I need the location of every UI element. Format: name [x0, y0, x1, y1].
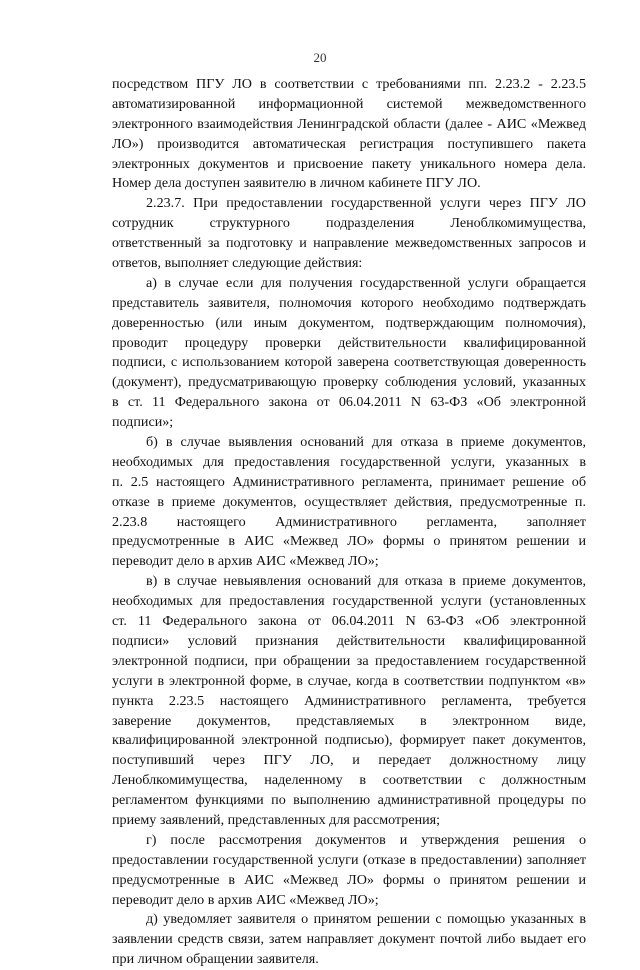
text-line: п. 2.5 настоящего Административного регламента, принимает решение об	[112, 473, 586, 490]
text-line: предусмотренные в АИС «Межвед ЛО» формы о принятом решении и	[112, 871, 586, 888]
paragraph	[112, 194, 586, 274]
text-line: предусмотренные в АИС «Межвед ЛО» формы о принятом решении и	[112, 533, 586, 550]
text-line: поступивший через ПГУ ЛО, и передает должностному лицу	[112, 752, 586, 769]
text-line: б) в случае выявления оснований для отказа в приеме документов,	[146, 434, 586, 451]
text-line: электронных документов и присвоение пакету уникального номера дела.	[112, 155, 586, 172]
paragraph	[112, 831, 586, 911]
page-number: 20	[313, 50, 327, 65]
text-line: заверение документов, представляемых в электронном виде,	[112, 712, 586, 729]
text-line: подписи» условий признания действительности квалифицированной	[112, 632, 586, 649]
paragraph	[112, 75, 586, 194]
text-line: ответственный за подготовку и направление межведомственных запросов и	[112, 235, 586, 252]
text-line: (документ), предусматривающую проверку соблюдения условий, указанных	[112, 374, 586, 391]
paragraph	[112, 572, 586, 831]
text-line: посредством ПГУ ЛО в соответствии с требованиями пп. 2.23.2 - 2.23.5	[112, 76, 586, 92]
text-line: предоставлении государственной услуги (отказе в предоставлении) заполняет	[112, 851, 586, 868]
text-line: регламентом функциями по выполнению административной процедуры по	[112, 792, 586, 809]
paragraph	[112, 433, 586, 572]
text-line: при личном обращении заявителя.	[112, 951, 319, 968]
text-line: подписи, с использованием которой заверена соответствующая доверенность	[112, 354, 586, 371]
text-line: д) уведомляет заявителя о принятом решении с помощью указанных в	[146, 911, 586, 928]
text-line: Леноблкомимущества, наделенному в соответствии с должностным	[112, 772, 586, 789]
document-body	[112, 75, 586, 970]
text-line: сотрудник структурного подразделения Леноблкомимущества,	[112, 215, 586, 232]
text-line: доверенностью (или иным документом, подтверждающим полномочия),	[112, 314, 586, 331]
text-line: электронного взаимодействия Ленинградской области (далее - АИС «Межвед	[112, 115, 586, 132]
text-line: услуги в электронной форме, в случае, когда в соответствии подпунктом «в»	[112, 672, 586, 689]
text-line: представитель заявителя, полномочия которого необходимо подтверждать	[112, 294, 586, 311]
text-line: необходимых для предоставления государственной услуги (установленных	[112, 593, 586, 610]
text-line: отказе в приеме документов, осуществляет действия, предусмотренные п.	[112, 493, 586, 510]
paragraph	[112, 910, 586, 970]
text-line: Номер дела доступен заявителю в личном кабинете ПГУ ЛО.	[112, 175, 481, 192]
text-line: г) после рассмотрения документов и утверждения решения о	[146, 831, 586, 848]
text-line: квалифицированной электронной подписью), формирует пакет документов,	[112, 732, 586, 749]
text-line: ст. 11 Федерального закона от 06.04.2011 N 63-ФЗ «Об электронной	[112, 613, 586, 630]
text-line: пункта 2.23.5 настоящего Административного регламента, требуется	[112, 692, 586, 709]
text-line: переводит дело в архив АИС «Межвед ЛО»;	[112, 553, 379, 570]
text-line: переводит дело в архив АИС «Межвед ЛО»;	[112, 891, 379, 908]
text-line: в ст. 11 Федерального закона от 06.04.2011 N 63-ФЗ «Об электронной	[112, 394, 586, 411]
text-line: проводит процедуру проверки действительности квалифицированной	[112, 334, 586, 351]
text-line: 2.23.7. При предоставлении государственной услуги через ПГУ ЛО	[146, 195, 586, 212]
paragraph	[112, 274, 586, 433]
text-line: ответов, выполняет следующие действия:	[112, 255, 363, 272]
text-line: ЛО») производится автоматическая регистрация поступившего пакета	[112, 135, 586, 152]
text-line: 2.23.8 настоящего Административного регламента, заполняет	[112, 513, 586, 530]
text-line: электронной подписи, при обращении за предоставлением государственной	[112, 652, 586, 669]
text-line: необходимых для предоставления государственной услуги, указанных в	[112, 453, 586, 470]
text-line: а) в случае если для получения государственной услуги обращается	[146, 274, 586, 291]
text-line: в) в случае невыявления оснований для отказа в приеме документов,	[146, 573, 586, 590]
text-line: приему заявлений, представленных для рассмотрения;	[112, 811, 441, 828]
text-line: автоматизированной информационной системой межведомственного	[112, 95, 586, 112]
text-line: подписи»;	[112, 414, 174, 431]
text-line: заявлении средств связи, затем направляет документ почтой либо выдает его	[112, 931, 586, 948]
